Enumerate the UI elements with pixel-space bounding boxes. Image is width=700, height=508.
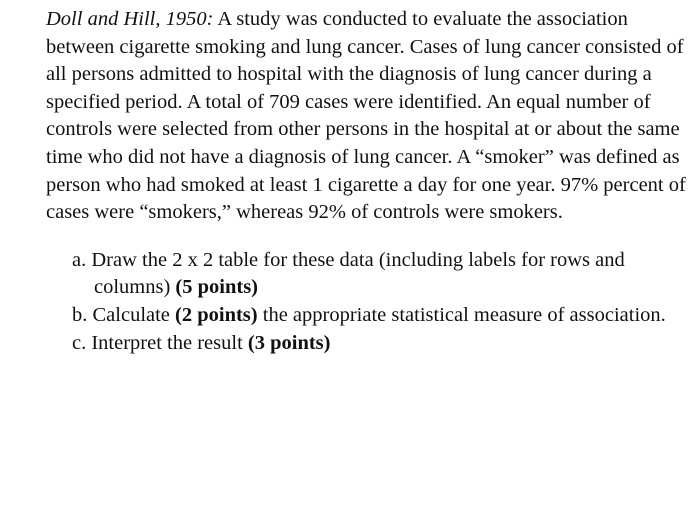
question-points: (5 points) (175, 276, 259, 299)
study-citation: Doll and Hill, 1950: (46, 8, 214, 30)
question-points: (3 points) (247, 331, 331, 354)
study-description-text: A study was conducted to evaluate the association between cigarette smoking and lung cancer. Cases of lung cancer consisted of all persons admitted to hospital with the diagnosis of lung cancer during a specified period. A total of 709 cases were identified. An equal number of controls were selected from other persons in the hospital at or about the same time who did not have a diagnosis of lung cancer. A “smoker” was defined as person who had smoked at least 1 cigarette a day for one year. 97% percent of cases were “smokers,” whereas 92% of controls were smokers. (46, 8, 686, 224)
study-description (46, 6, 686, 227)
question-points: (2 points) (175, 303, 258, 326)
question-marker: c. (72, 331, 87, 354)
document-body (46, 6, 686, 357)
question-c (72, 330, 686, 358)
question-text-continued: the appropriate statistical measure of association. (262, 303, 666, 326)
question-text: Draw the 2 x 2 table for these data (including labels for rows and columns) (91, 248, 625, 299)
question-marker: b. (72, 303, 88, 326)
question-a (72, 247, 686, 302)
question-text: Calculate (92, 303, 170, 326)
question-list (46, 247, 686, 357)
question-marker: a. (72, 248, 87, 271)
question-b (72, 302, 686, 330)
question-text: Interpret the result (91, 331, 243, 354)
